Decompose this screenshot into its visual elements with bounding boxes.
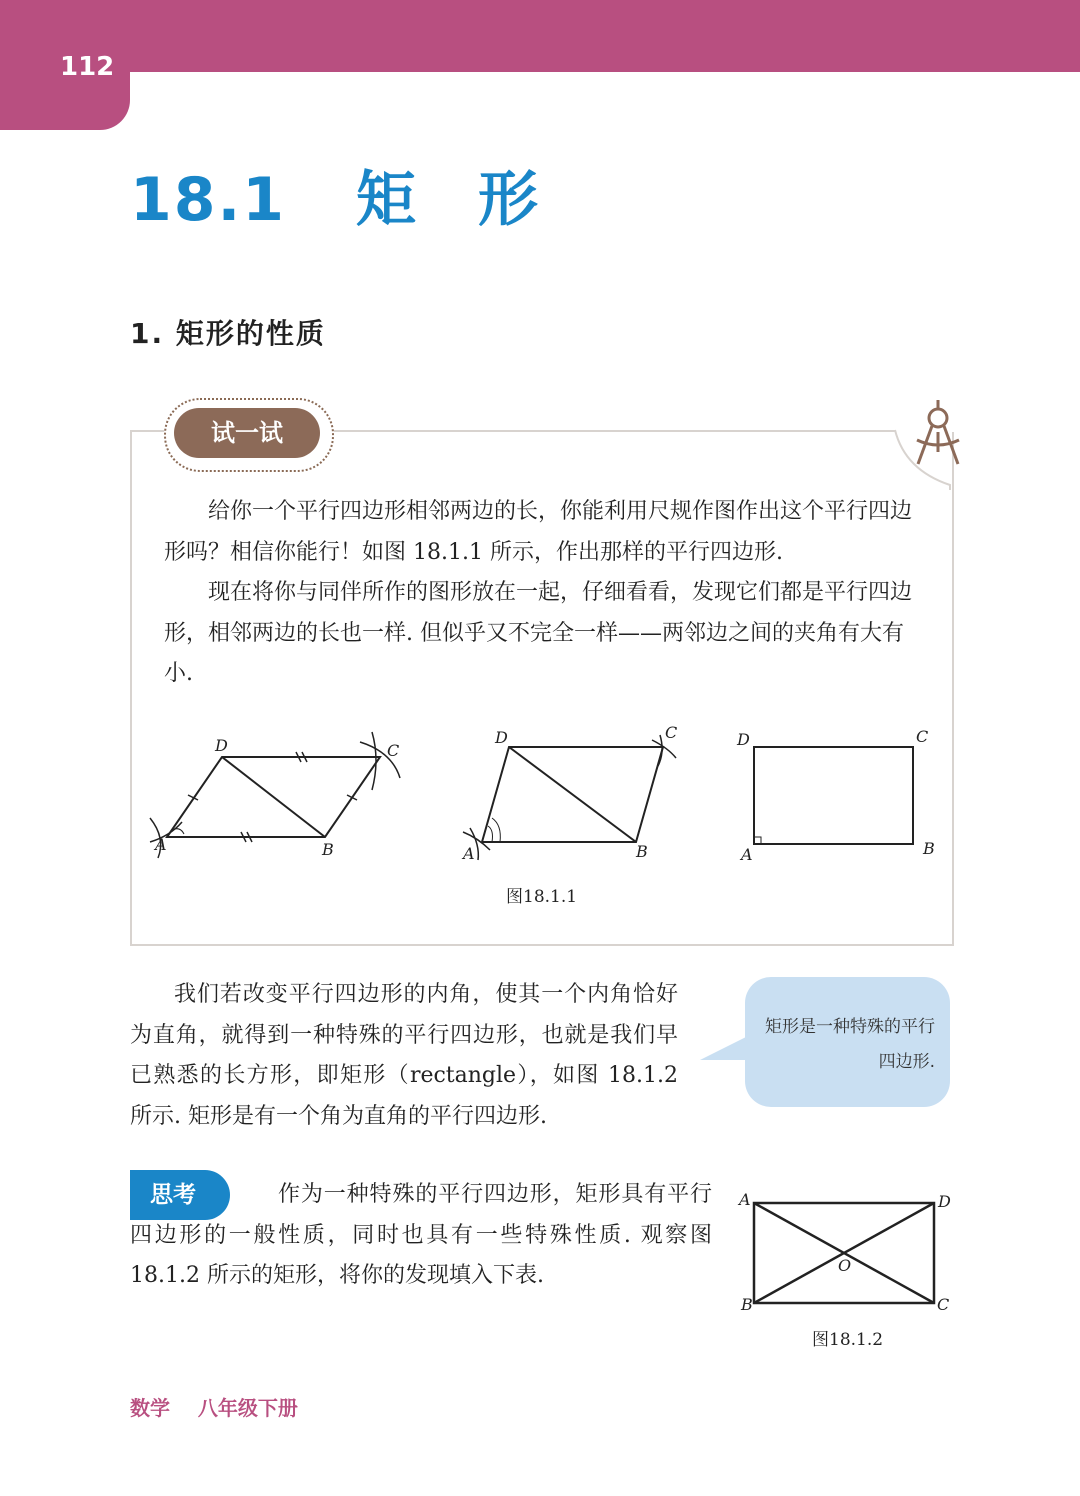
try-paragraph-1-text: 给你一个平行四边形相邻两边的长，你能利用尺规作图作出这个平行四边形吗？相信你能行！如图 18.1.1 所示，作出那样的平行四边形. [164,499,913,565]
fig2-label-B-rect: B [741,1295,753,1314]
fig1-label-B: B [322,840,334,859]
main-paragraph-text: 我们若改变平行四边形的内角，使其一个内角恰好为直角，就得到一种特殊的平行四边形，也就是我们早已熟悉的长方形，即矩形（rectangle），如图 18.1.2 所示. 矩形是有一个角为直角的平行四边形. [130,982,678,1129]
chapter-number: 18.1 [130,165,287,235]
think-badge: 思考 [130,1170,230,1220]
fig3-label-C: C [916,727,929,746]
figure-18-1-2-caption: 图18.1.2 [812,1330,884,1350]
fig2-label-D: D [495,728,508,747]
section-heading: 1. 矩形的性质 [130,317,326,350]
try-badge: 试一试 [174,408,320,458]
fig2-label-D-rect: D [938,1192,951,1211]
fig1-label-A: A [155,835,167,854]
fig2-label-B: B [636,842,648,861]
fig1-label-C: C [387,741,400,760]
think-paragraph-text: 作为一种特殊的平行四边形，矩形具有平行四边形的一般性质，同时也具有一些特殊性质. 观察图 18.1.2 所示的矩形，将你的发现填入下表. [130,1182,712,1288]
fig2-label-C: C [665,723,678,742]
title-char-1: 矩 [356,165,419,235]
try-paragraph-2-text: 现在将你与同伴所作的图形放在一起，仔细看看，发现它们都是平行四边形，相邻两边的长也一样. 但似乎又不完全一样——两邻边之间的夹角有大有小. [164,580,913,686]
fig2-label-O: O [838,1256,852,1275]
fig3-label-D: D [737,730,750,749]
figure-18-1-1-caption: 图18.1.1 [506,887,578,907]
fig1-label-D: D [215,736,228,755]
title-char-2: 形 [478,165,541,235]
fig2-label-C-rect: C [937,1295,950,1314]
speech-bubble-text: 矩形是一种特殊的平行四边形. [765,1017,935,1072]
fig2-label-A: A [463,844,475,863]
fig2-label-A-rect: A [739,1190,751,1209]
fig3-label-A: A [741,845,753,864]
page-number: 112 [60,52,115,82]
fig3-label-B: B [923,839,935,858]
footer-book-title: 数学 八年级下册 [130,1396,298,1420]
